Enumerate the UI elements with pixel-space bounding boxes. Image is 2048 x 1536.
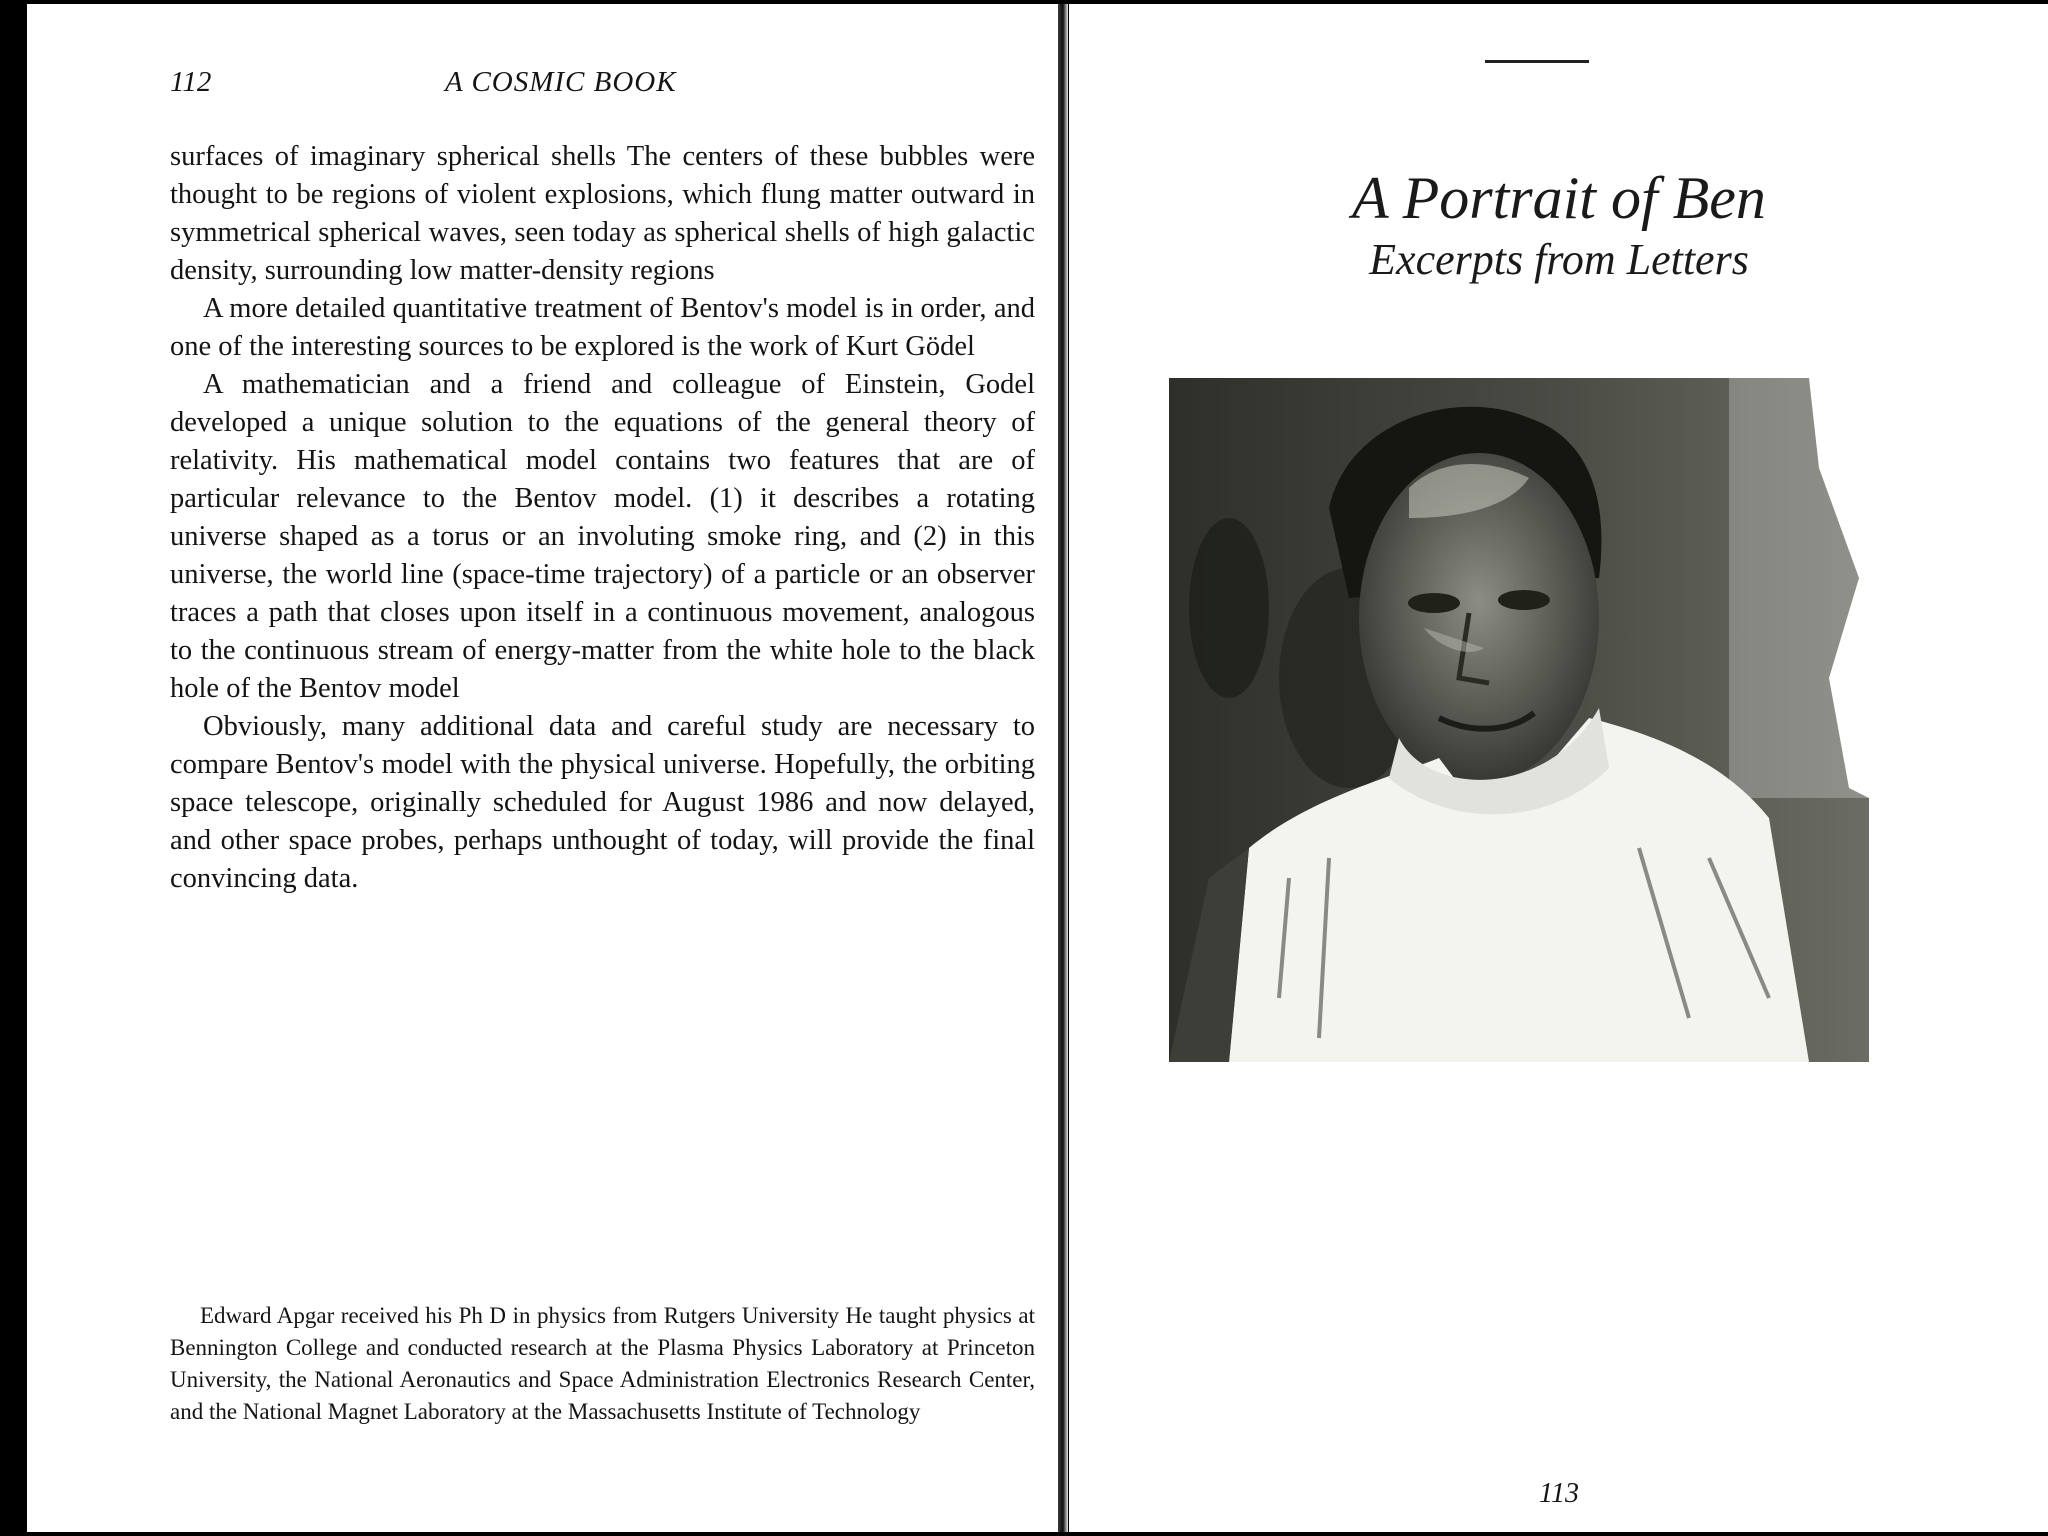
chapter-subtitle: Excerpts from Letters (1369, 235, 1749, 284)
author-bio: Edward Apgar received his Ph D in physics from Rutgers University He taught physics at Bennington College and conducted research at the Plasma Physics Laboratory at Princeton University, the National Aeronautics and Space Administration Electronics Research Center, and the National Magnet Laboratory at the Massachusetts Institute of Technology (170, 1303, 1035, 1424)
right-page (1069, 4, 2048, 1532)
chapter-rule (1485, 60, 1589, 63)
portrait-photo (1169, 378, 1869, 1062)
left-page (27, 4, 1060, 1532)
book-gutter (1058, 4, 1068, 1532)
chapter-title: A Portrait of Ben (1352, 165, 1766, 231)
running-head-title: A COSMIC BOOK (445, 66, 677, 98)
page-number-right: 113 (1539, 1478, 1579, 1509)
running-head (170, 66, 1035, 106)
body-text (170, 138, 1035, 898)
paragraph-4: Obviously, many additional data and careful study are necessary to compare Bentov's model with the physical universe. Hopefully, the orbiting space telescope, originally scheduled for August 1986 and now delayed, and other space probes, perhaps unthought of today, will provide the final convincing data. (170, 711, 1035, 894)
page-number-left: 112 (170, 66, 212, 98)
paragraph-1: surfaces of imaginary spherical shells The centers of these bubbles were thought to be regions of violent explosions, which flung matter outward in symmetrical spherical waves, seen today as spherical shells of high galactic density, surrounding low matter-density regions (170, 141, 1035, 286)
paragraph-2: A more detailed quantitative treatment of Bentov's model is in order, and one of the interesting sources to be explored is the work of Kurt Gödel (170, 293, 1035, 362)
paragraph-3: A mathematician and a friend and colleague of Einstein, Godel developed a unique solution to the equations of the general theory of relativity. His mathematical model contains two features that are of particular relevance to the Bentov model. (1) it describes a rotating universe shaped as a torus or an involuting smoke ring, and (2) in this universe, the world line (space-time trajectory) of a particle or an observer traces a path that closes upon itself in a continuous movement, analogous to the continuous stream of energy-matter from the white hole to the black hole of the Bentov model (170, 369, 1035, 704)
